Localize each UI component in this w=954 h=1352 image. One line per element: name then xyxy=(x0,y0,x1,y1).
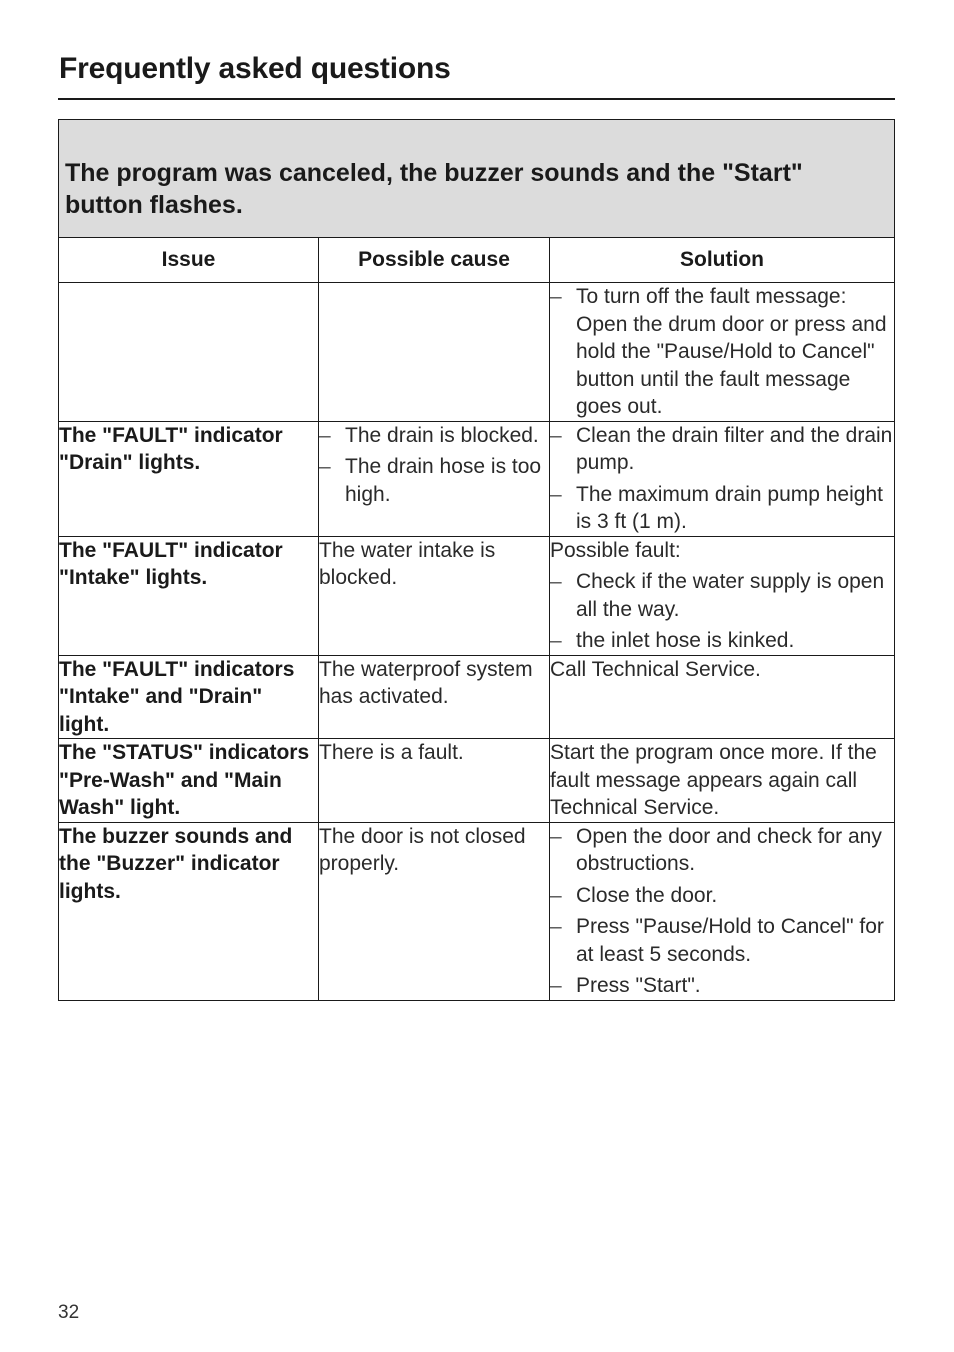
issue-cell: The buzzer sounds and the "Buzzer" indicator lights. xyxy=(59,822,319,1000)
cause-cell: The water intake is blocked. xyxy=(319,536,550,655)
title-divider xyxy=(58,98,895,100)
table-row xyxy=(59,655,895,739)
header-row xyxy=(59,238,895,283)
list-item: – Check if the water supply is open all the way. xyxy=(550,568,894,623)
solution-cell xyxy=(550,421,895,536)
list-item: – The drain hose is too high. xyxy=(319,453,549,508)
issue-cell: The "FAULT" indicator "Drain" lights. xyxy=(59,421,319,536)
issue-cell xyxy=(59,283,319,422)
column-header-solution: Solution xyxy=(550,238,895,283)
column-header-cause: Possible cause xyxy=(319,238,550,283)
cause-cell: The door is not closed properly. xyxy=(319,822,550,1000)
solution-cell: Call Technical Service. xyxy=(550,655,895,739)
table-row xyxy=(59,421,895,536)
list-item: – Close the door. xyxy=(550,882,894,910)
table-row xyxy=(59,283,895,422)
table-row xyxy=(59,536,895,655)
cause-cell: The waterproof system has activated. xyxy=(319,655,550,739)
column-header-issue: Issue xyxy=(59,238,319,283)
table-row xyxy=(59,822,895,1000)
list-item: – the inlet hose is kinked. xyxy=(550,627,894,655)
issue-cell: The "STATUS" indicators "Pre-Wash" and "Main Wash" light. xyxy=(59,739,319,823)
list-item: – To turn off the fault message: Open the drum door or press and hold the "Pause/Hold to Cancel" button until the fault message goes out. xyxy=(550,283,894,421)
banner-row xyxy=(59,120,895,238)
solution-cell xyxy=(550,536,895,655)
solution-cell xyxy=(550,822,895,1000)
list-item: – Clean the drain filter and the drain pump. xyxy=(550,422,894,477)
page-title: Frequently asked questions xyxy=(59,52,451,85)
list-item: – Open the door and check for any obstructions. xyxy=(550,823,894,878)
faq-table xyxy=(58,119,895,1001)
cause-cell xyxy=(319,283,550,422)
solution-intro: Possible fault: xyxy=(550,538,681,562)
list-item: – Press "Start". xyxy=(550,972,894,1000)
solution-cell xyxy=(550,283,895,422)
cause-cell xyxy=(319,421,550,536)
section-heading: The program was canceled, the buzzer sounds and the "Start" button flashes. xyxy=(65,159,803,219)
list-item: – The drain is blocked. xyxy=(319,422,549,450)
list-item: – The maximum drain pump height is 3 ft (1 m). xyxy=(550,481,894,536)
table-row xyxy=(59,739,895,823)
issue-cell: The "FAULT" indicator "Intake" lights. xyxy=(59,536,319,655)
solution-cell: Start the program once more. If the fault message appears again call Technical Service. xyxy=(550,739,895,823)
page-number: 32 xyxy=(58,1302,80,1323)
list-item: – Press "Pause/Hold to Cancel" for at least 5 seconds. xyxy=(550,913,894,968)
cause-cell: There is a fault. xyxy=(319,739,550,823)
issue-cell: The "FAULT" indicators "Intake" and "Drain" light. xyxy=(59,655,319,739)
section-banner xyxy=(59,120,895,238)
